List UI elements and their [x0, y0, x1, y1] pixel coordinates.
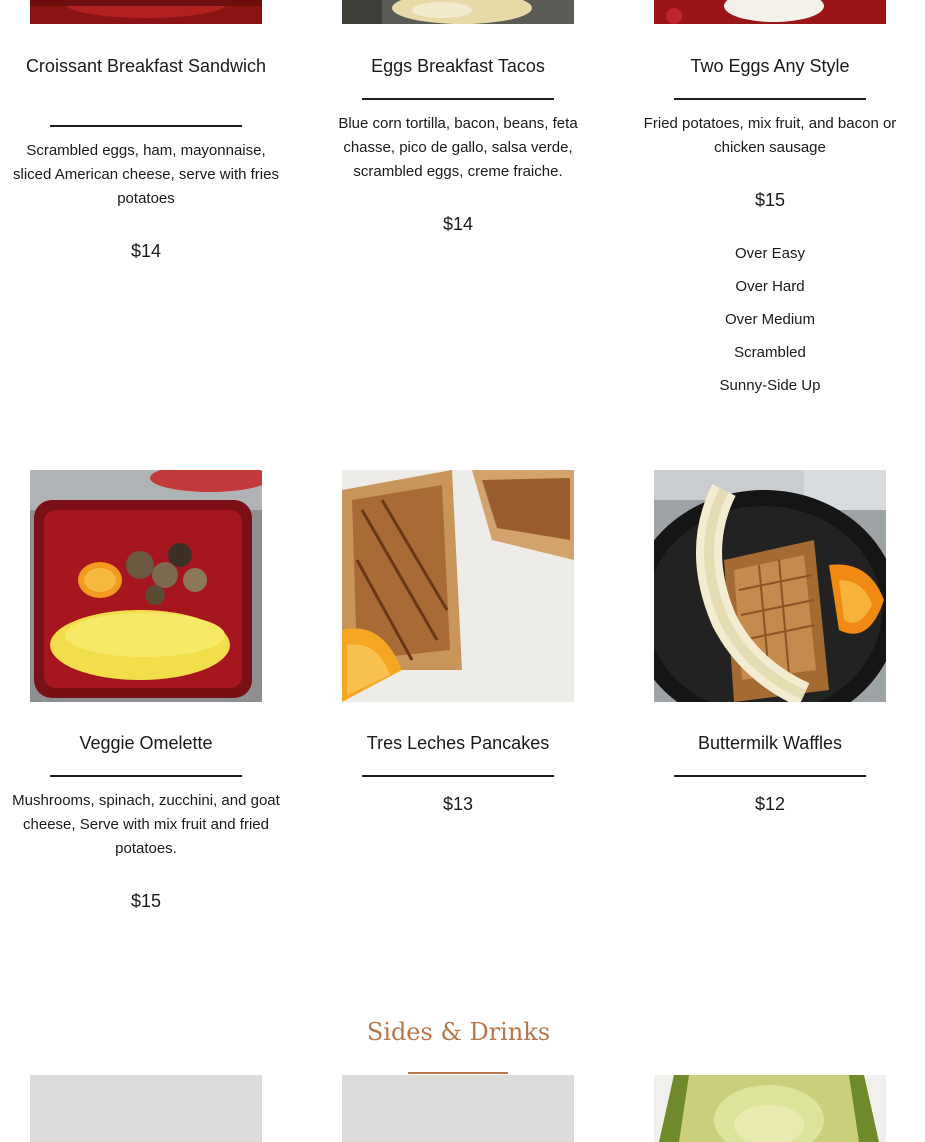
item-name: Croissant Breakfast Sandwich — [25, 56, 267, 76]
item-price: $12 — [754, 794, 786, 814]
tres-leches-pancakes-photo — [342, 470, 574, 702]
item-price: $15 — [754, 190, 786, 210]
eggs-tacos-photo — [342, 0, 574, 24]
croissant-sandwich-photo — [30, 0, 262, 24]
item-description: Blue corn tortilla, bacon, beans, feta chasse, pico de gallo, salsa verde, scrambled eggs, creme fraiche. — [338, 115, 578, 180]
item-price: $13 — [442, 794, 474, 814]
item-divider — [674, 98, 866, 100]
item-divider — [674, 775, 866, 777]
item-divider — [50, 775, 242, 777]
section-divider — [408, 1072, 508, 1074]
item-name: Buttermilk Waffles — [697, 733, 843, 753]
veggie-omelette-photo — [30, 470, 262, 702]
egg-style-option: Sunny-Side Up — [719, 377, 821, 394]
item-description: Fried potatoes, mix fruit, and bacon or chicken sausage — [643, 115, 897, 156]
item-name: Veggie Omelette — [79, 733, 213, 753]
item-divider — [362, 98, 554, 100]
buttermilk-waffles-photo — [654, 470, 886, 702]
item-description: Mushrooms, spinach, zucchini, and goat cheese, Serve with mix fruit and fried potatoes. — [12, 792, 280, 857]
item-description: Scrambled eggs, ham, mayonnaise, sliced American cheese, serve with fries potatoes — [13, 142, 279, 207]
section-title-sides-drinks: Sides & Drinks — [366, 1018, 551, 1046]
avocado-side-photo — [654, 1075, 886, 1142]
side-item-photo-placeholder — [30, 1075, 262, 1142]
item-divider — [362, 775, 554, 777]
item-price: $14 — [442, 214, 474, 234]
egg-style-option: Over Hard — [735, 278, 805, 295]
side-item-photo-placeholder — [342, 1075, 574, 1142]
two-eggs-photo — [654, 0, 886, 24]
item-name: Tres Leches Pancakes — [366, 733, 550, 753]
item-name: Two Eggs Any Style — [690, 56, 850, 76]
item-price: $14 — [130, 241, 162, 261]
item-price: $15 — [130, 891, 162, 911]
egg-style-option: Over Easy — [734, 245, 806, 262]
item-name: Eggs Breakfast Tacos — [371, 56, 545, 76]
item-divider — [50, 125, 242, 127]
egg-style-option: Scrambled — [734, 344, 806, 361]
egg-style-option: Over Medium — [724, 311, 816, 328]
